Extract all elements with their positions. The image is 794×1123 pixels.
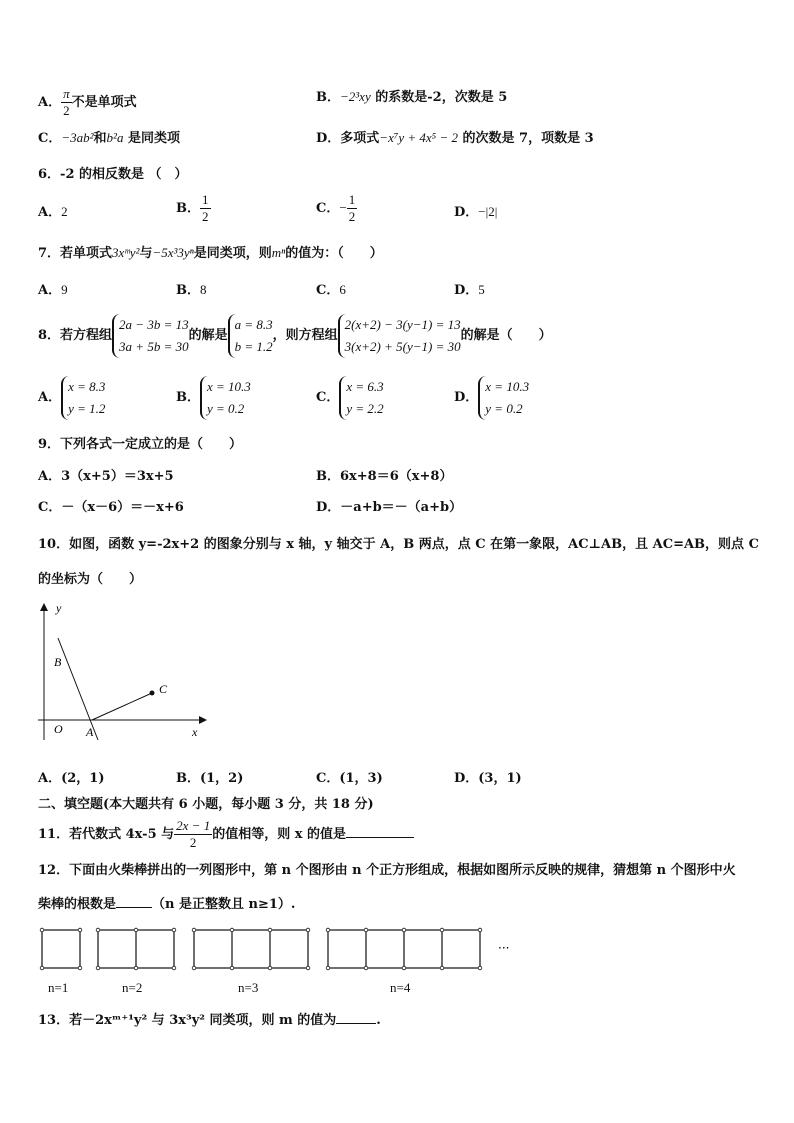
q7-option-a: A．9 (38, 282, 68, 298)
q8-solution-1: a = 8.3 b = 1.2 (228, 314, 273, 358)
q5-option-d: D．多项式−x⁷y + 4x⁵ − 2 的次数是 7，项数是 3 (316, 130, 594, 146)
q9-option-b: B．6x+8＝6（x+8） (316, 469, 453, 484)
matchstick-pattern-n4 (328, 930, 480, 968)
q7-option-d: D．5 (454, 282, 485, 298)
q7-stem: 7．若单项式3xᵐy²与−5x³3yⁿ是同类项，则mⁿ的值为：（ ） (38, 245, 383, 261)
q6-b-fraction: $\frac{1}{2}$ (202, 192, 209, 224)
q13-stem: 13．若－2xᵐ⁺¹y² 与 3x³y² 同类项，则 m 的值为 . (38, 1013, 381, 1028)
ellipsis-label: ··· (498, 941, 510, 955)
q8-option-d: D． x = 10.3 y = 0.2 (454, 375, 529, 421)
q9-option-a: A．3（x+5）＝3x+5 (38, 469, 174, 484)
matchstick-joints (40, 928, 482, 970)
q5-option-a: A． $\frac{\pi}{2}$ 不是单项式 (38, 86, 137, 118)
q12-answer-blank[interactable] (116, 895, 152, 908)
q9-option-c: C．－（x－6）＝－x+6 (38, 500, 184, 515)
q10-option-d: D．(3，1) (454, 771, 522, 786)
y-axis-label: y (56, 601, 62, 615)
q10-option-b: B．(1，2) (176, 771, 244, 786)
q10-stem-line2: 的坐标为（ ） (38, 572, 143, 587)
point-a-label: A (86, 725, 94, 739)
q11-fraction: $\frac{2x - 1}{2}$ (176, 818, 211, 850)
q5-option-b: B．−2³xy 的系数是-2，次数是 5 (316, 89, 508, 105)
matchstick-pattern-n3 (194, 930, 308, 968)
q5-option-c: C．−3ab²和b²a 是同类项 (38, 130, 180, 146)
q11-answer-blank[interactable] (346, 825, 414, 838)
q6-option-c: C．− $\frac{1}{2}$ (316, 192, 356, 224)
q8-stem: 8．若方程组 2a − 3b = 13 3a + 5b = 30 的解是 a = 8.3 b = 1.2 ，则方程组 2(x+2) − 3(y−1) = 13 3(x+2) + 5(y−1) = 30 的解是（ ） (38, 313, 552, 359)
q12-stem-line1: 12．下面由火柴棒拼出的一列图形中，第 n 个图形由 n 个正方形组成，根据如图所示反映的规律，猜想第 n 个图形中火 (38, 863, 736, 878)
q6-option-b: B． $\frac{1}{2}$ (176, 192, 209, 224)
point-c (150, 691, 155, 696)
q11-stem: 11．若代数式 4x-5 与 $\frac{2x - 1}{2}$ 的值相等，则 x 的值是 (38, 818, 414, 851)
q8-equation-system-1: 2a − 3b = 13 3a + 5b = 30 (112, 314, 189, 358)
q8-option-b: B． x = 10.3 y = 0.2 (176, 375, 251, 421)
q10-option-a: A．(2，1) (38, 771, 105, 786)
x-axis-label: x (192, 725, 198, 739)
q8-option-c: C． x = 6.3 y = 2.2 (316, 375, 384, 421)
point-c-label: C (159, 682, 168, 696)
origin-label: O (54, 722, 63, 736)
q12-label-n4: n=4 (390, 980, 411, 995)
q12-stem-line2: 柴棒的根数是 （n 是正整数且 n≥1）. (38, 897, 296, 912)
point-b-label: B (54, 655, 62, 669)
q5-a-fraction: $\frac{\pi}{2}$ (63, 86, 70, 118)
q9-option-d: D．－a+b＝－（a+b） (316, 500, 463, 515)
q12-matchstick-figure (30, 922, 530, 982)
q8-equation-system-2: 2(x+2) − 3(y−1) = 13 3(x+2) + 5(y−1) = 30 (338, 314, 461, 358)
q12-label-n2: n=2 (122, 980, 143, 995)
section-heading: 二、填空题(本大题共有 6 小题，每小题 3 分，共 18 分) (38, 797, 374, 812)
q6-option-d: D．−|2| (454, 204, 498, 220)
q12-label-n3: n=3 (238, 980, 259, 995)
q6-option-a: A．2 (38, 204, 68, 220)
q10-option-c: C．(1，3) (316, 771, 383, 786)
q7-option-c: C．6 (316, 282, 346, 298)
q10-coordinate-figure (34, 600, 214, 750)
q10-stem-line1: 10．如图，函数 y=-2x+2 的图象分别与 x 轴，y 轴交于 A，B 两点，点 C 在第一象限，AC⊥AB，且 AC=AB，则点 C (38, 537, 759, 552)
q12-label-n1: n=1 (48, 980, 69, 995)
q6-c-fraction: $\frac{1}{2}$ (348, 192, 356, 224)
q9-stem: 9．下列各式一定成立的是（ ） (38, 437, 243, 452)
q8-option-a: A． x = 8.3 y = 1.2 (38, 375, 105, 421)
q6-stem: 6．-2 的相反数是 （ ） (38, 167, 188, 182)
matchstick-pattern-n1 (42, 930, 80, 968)
q13-answer-blank[interactable] (336, 1011, 376, 1024)
segment-ac (92, 693, 152, 720)
matchstick-pattern-n2 (98, 930, 174, 968)
q7-option-b: B．8 (176, 282, 207, 298)
